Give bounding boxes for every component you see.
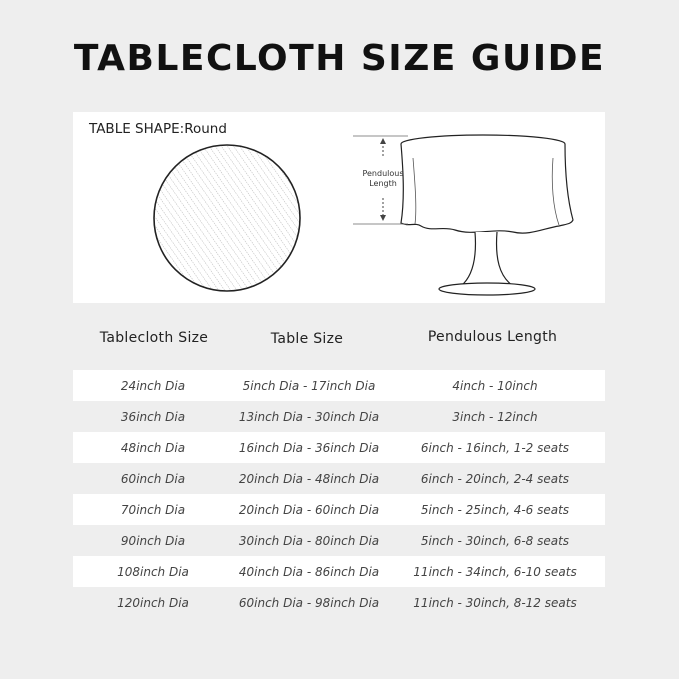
tablecloth-size-cell: 36inch Dia xyxy=(120,409,186,424)
tablecloth-size-cell: 70inch Dia xyxy=(120,502,186,517)
table-row xyxy=(73,556,605,587)
pendulous-length-cell: 5inch - 30inch, 6-8 seats xyxy=(420,533,570,548)
table-row xyxy=(73,494,605,525)
table-shape-label: TABLE SHAPE:Round xyxy=(89,121,227,137)
draped-table-illustration xyxy=(353,128,593,300)
table-row xyxy=(73,401,605,432)
table-size-cell: 5inch Dia - 17inch Dia xyxy=(242,378,376,393)
size-table xyxy=(73,370,605,618)
pendulous-length-cell: 5inch - 25inch, 4-6 seats xyxy=(420,502,570,517)
table-size-cell: 30inch Dia - 80inch Dia xyxy=(238,533,380,548)
round-table-top-illustration xyxy=(151,142,303,294)
pendulous-length-cell: 6inch - 16inch, 1-2 seats xyxy=(420,440,570,455)
table-row xyxy=(73,370,605,401)
table-row xyxy=(73,432,605,463)
table-size-cell: 20inch Dia - 60inch Dia xyxy=(238,502,380,517)
header-table-size: Table Size xyxy=(270,331,344,347)
header-pendulous-length: Pendulous Length xyxy=(427,329,558,345)
tablecloth-size-cell: 24inch Dia xyxy=(120,378,186,393)
table-row xyxy=(73,587,605,618)
tablecloth-size-cell: 60inch Dia xyxy=(120,471,186,486)
page-title: TABLECLOTH SIZE GUIDE xyxy=(73,38,606,79)
header-tablecloth-size: Tablecloth Size xyxy=(99,330,209,346)
table-size-cell: 16inch Dia - 36inch Dia xyxy=(238,440,380,455)
table-size-cell: 20inch Dia - 48inch Dia xyxy=(238,471,380,486)
tablecloth-size-cell: 120inch Dia xyxy=(117,595,189,610)
tablecloth-size-cell: 108inch Dia xyxy=(117,564,189,579)
table-size-cell: 40inch Dia - 86inch Dia xyxy=(238,564,380,579)
tablecloth-size-cell: 90inch Dia xyxy=(120,533,186,548)
pendulous-length-cell: 11inch - 34inch, 6-10 seats xyxy=(413,564,577,579)
pendulous-length-cell: 4inch - 10inch xyxy=(452,378,538,393)
pendulous-length-label: Pendulous Length xyxy=(362,169,404,188)
table-row xyxy=(73,525,605,556)
table-row xyxy=(73,463,605,494)
pendulous-length-cell: 3inch - 12inch xyxy=(452,409,538,424)
table-size-cell: 13inch Dia - 30inch Dia xyxy=(238,409,380,424)
pendulous-length-cell: 11inch - 30inch, 8-12 seats xyxy=(413,595,577,610)
table-size-cell: 60inch Dia - 98inch Dia xyxy=(238,595,380,610)
tablecloth-size-cell: 48inch Dia xyxy=(120,440,186,455)
table-shape-panel xyxy=(73,112,605,303)
pendulous-length-cell: 6inch - 20inch, 2-4 seats xyxy=(420,471,570,486)
